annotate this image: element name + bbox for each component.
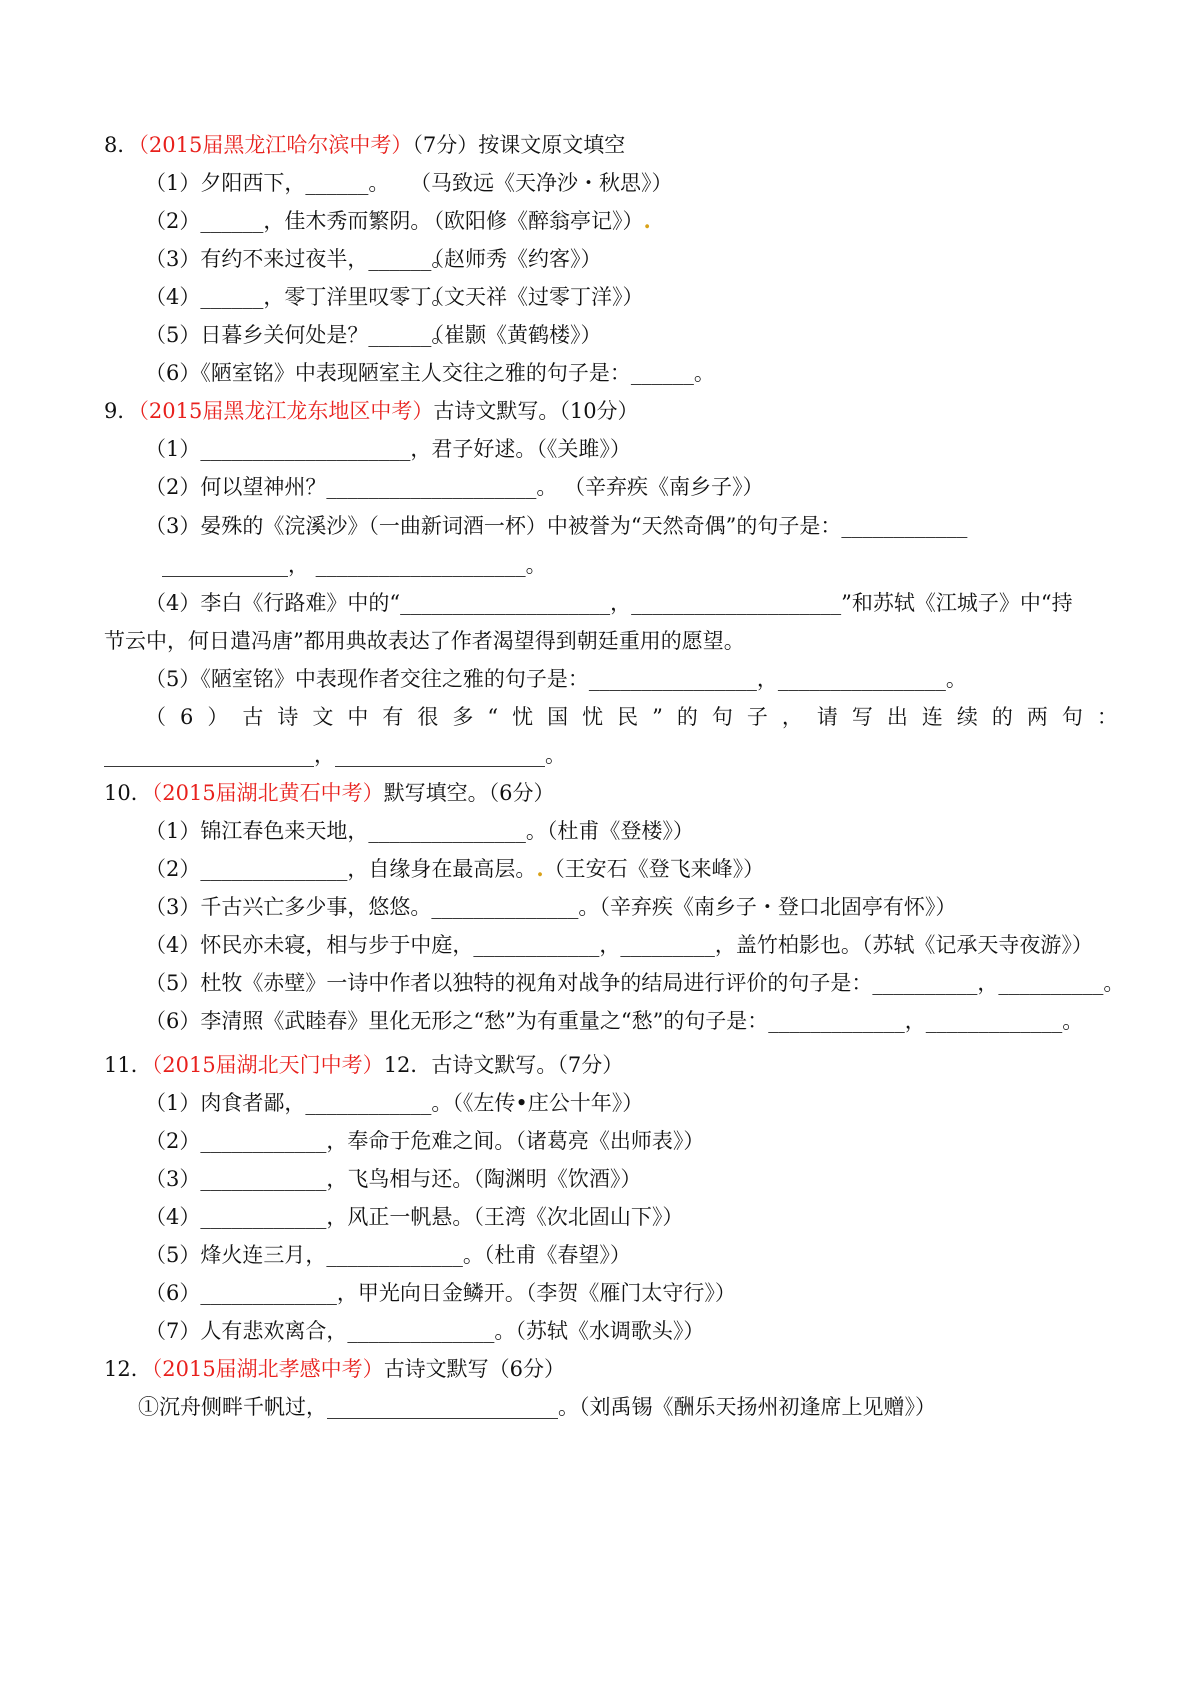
q9-item-6 (145, 702, 1132, 732)
question-number: 11． (104, 1053, 152, 1077)
q8-item-5 (145, 320, 602, 350)
item-text: （3）晏殊的《浣溪沙》（一曲新词酒一杯）中被誉为“天然奇偶”的句子是：____________ (145, 514, 968, 538)
question-number: 9． (104, 399, 139, 423)
item-text: （4）______，零丁洋里叹零丁。 (145, 285, 453, 309)
question-11-header (104, 1050, 623, 1080)
question-10-header (104, 778, 555, 808)
item-text: （3）有约不来过夜半，______。 (145, 247, 453, 271)
q11-item-4 (145, 1202, 683, 1232)
question-8-header (104, 130, 625, 160)
q10-item-5 (145, 968, 1124, 998)
item-text: （6）_____________，甲光向日金鳞开。（李贺《雁门太守行》） (145, 1281, 736, 1305)
item-text: （6）李清照《武睦春》里化无形之“愁”为有重量之“愁”的句子是：_____________，_____________。 (145, 1009, 1084, 1033)
item-text: （4）李白《行路难》中的“____________________，____________________”和苏轼《江城子》中“持 (145, 591, 1073, 615)
q10-item-1 (145, 816, 694, 846)
item-text: （1）____________________，君子好逑。（《关雎》） (145, 437, 631, 461)
question-9-header (104, 396, 639, 426)
question-source: （2015届湖北黄石中考） (151, 781, 384, 805)
question-instruction: 古诗文默写。（10分） (433, 399, 639, 423)
item-text: （7）人有悲欢离合，______________。（苏轼《水调歌头》） (145, 1319, 705, 1343)
item-citation: （欧阳修《醉翁亭记》） (423, 209, 644, 233)
item-text: （5）日暮乡关何处是？______。 (145, 323, 453, 347)
item-text: ____________________，____________________。 (104, 743, 566, 767)
q10-item-2 (145, 854, 764, 884)
q9-item-3 (145, 511, 967, 541)
item-text: （5）杜牧《赤壁》一诗中作者以独特的视角对战争的结局进行评价的句子是：__________，__________。 (145, 971, 1125, 995)
q8-item-4 (145, 282, 644, 312)
q11-item-5 (145, 1240, 631, 1270)
q9-item-4 (145, 588, 1073, 618)
question-source: （2015届湖北孝感中考） (151, 1357, 384, 1381)
item-text: （3）____________，飞鸟相与还。（陶渊明《饮酒》） (145, 1167, 642, 1191)
q11-item-6 (145, 1278, 736, 1308)
question-number: 8． (104, 133, 139, 157)
q8-item-6 (145, 358, 715, 388)
item-citation: （赵师秀《约客》） (423, 247, 602, 271)
question-number: 10． (104, 781, 152, 805)
item-citation: （马致远《天净沙・秋思》） (410, 171, 673, 195)
q11-item-7 (145, 1316, 704, 1346)
q9-item-6-cont (104, 740, 566, 770)
q9-item-2 (145, 472, 764, 502)
item-text: （1）夕阳西下，______。 (145, 171, 390, 195)
item-text: （4）____________，风正一帆悬。（王湾《次北固山下》） (145, 1205, 684, 1229)
q9-item-1 (145, 434, 631, 464)
item-text: ____________， ____________________。 (162, 553, 547, 577)
question-instruction: 古诗文默写（6分） (383, 1357, 566, 1381)
question-source: （2015届湖北天门中考） (151, 1053, 384, 1077)
question-12-header (104, 1354, 565, 1384)
question-instruction: 12．古诗文默写。（7分） (383, 1053, 624, 1077)
q11-item-2 (145, 1126, 704, 1156)
item-text: （1）锦江春色来天地，_______________。（杜甫《登楼》） (145, 819, 694, 843)
item-text: ①沉舟侧畔千帆过，______________________。（刘禹锡《酬乐天扬州初逢席上见赠》） (138, 1395, 936, 1419)
question-source: （2015届黑龙江哈尔滨中考） (138, 133, 413, 157)
item-text: （5）《陋室铭》中表现作者交往之雅的句子是：________________，________________。 (145, 667, 967, 691)
item-citation: （文天祥《过零丁洋》） (423, 285, 644, 309)
q11-item-1 (145, 1088, 643, 1118)
q10-item-4 (145, 930, 1093, 960)
q11-item-3 (145, 1164, 641, 1194)
q9-item-4-cont (104, 626, 745, 656)
item-text: （2）______________，自缘身在最高层。 (145, 857, 537, 881)
q8-item-2 (145, 206, 651, 236)
q10-item-6 (145, 1006, 1083, 1036)
item-text: （2）____________，奉命于危难之间。（诸葛亮《出师表》） (145, 1129, 705, 1153)
q8-item-3 (145, 244, 602, 274)
item-citation: （王安石《登飞来峰》） (543, 857, 765, 881)
q12-item-1 (138, 1392, 936, 1422)
item-text: （1）肉食者鄙，____________。（《左传•庄公十年》） (145, 1091, 644, 1115)
q9-item-3-cont (162, 550, 547, 580)
stray-mark: . (643, 208, 651, 233)
q8-item-1 (145, 168, 673, 198)
item-text: （6）《陋室铭》中表现陋室主人交往之雅的句子是：______。 (145, 361, 715, 385)
question-number: 12． (104, 1357, 152, 1381)
item-text: （2）______，佳木秀而繁阴。 (145, 209, 432, 233)
item-citation: （崔颢《黄鹤楼》） (423, 323, 602, 347)
stray-mark: . (536, 856, 544, 881)
item-text: （6）古诗文中有很多“忧国忧民”的句子，请写出连续的两句： (145, 705, 1132, 729)
question-source: （2015届黑龙江龙东地区中考） (138, 399, 434, 423)
question-instruction: （7分）按课文原文填空 (412, 133, 626, 157)
item-text: （5）烽火连三月，_____________。（杜甫《春望》） (145, 1243, 631, 1267)
q10-item-3 (145, 892, 956, 922)
item-text: （4）怀民亦未寝，相与步于中庭，____________，_________，盖竹柏影也。（苏轼《记承天寺夜游》） (145, 933, 1093, 957)
q9-item-5 (145, 664, 967, 694)
item-text: 节云中，何日遣冯唐”都用典故表达了作者渴望得到朝廷重用的愿望。 (104, 629, 745, 653)
item-text: （2）何以望神州？____________________。 （辛弃疾《南乡子》） (145, 475, 764, 499)
question-instruction: 默写填空。（6分） (383, 781, 555, 805)
item-text: （3）千古兴亡多少事，悠悠。______________。（辛弃疾《南乡子・登口北固亭有怀》） (145, 895, 957, 919)
